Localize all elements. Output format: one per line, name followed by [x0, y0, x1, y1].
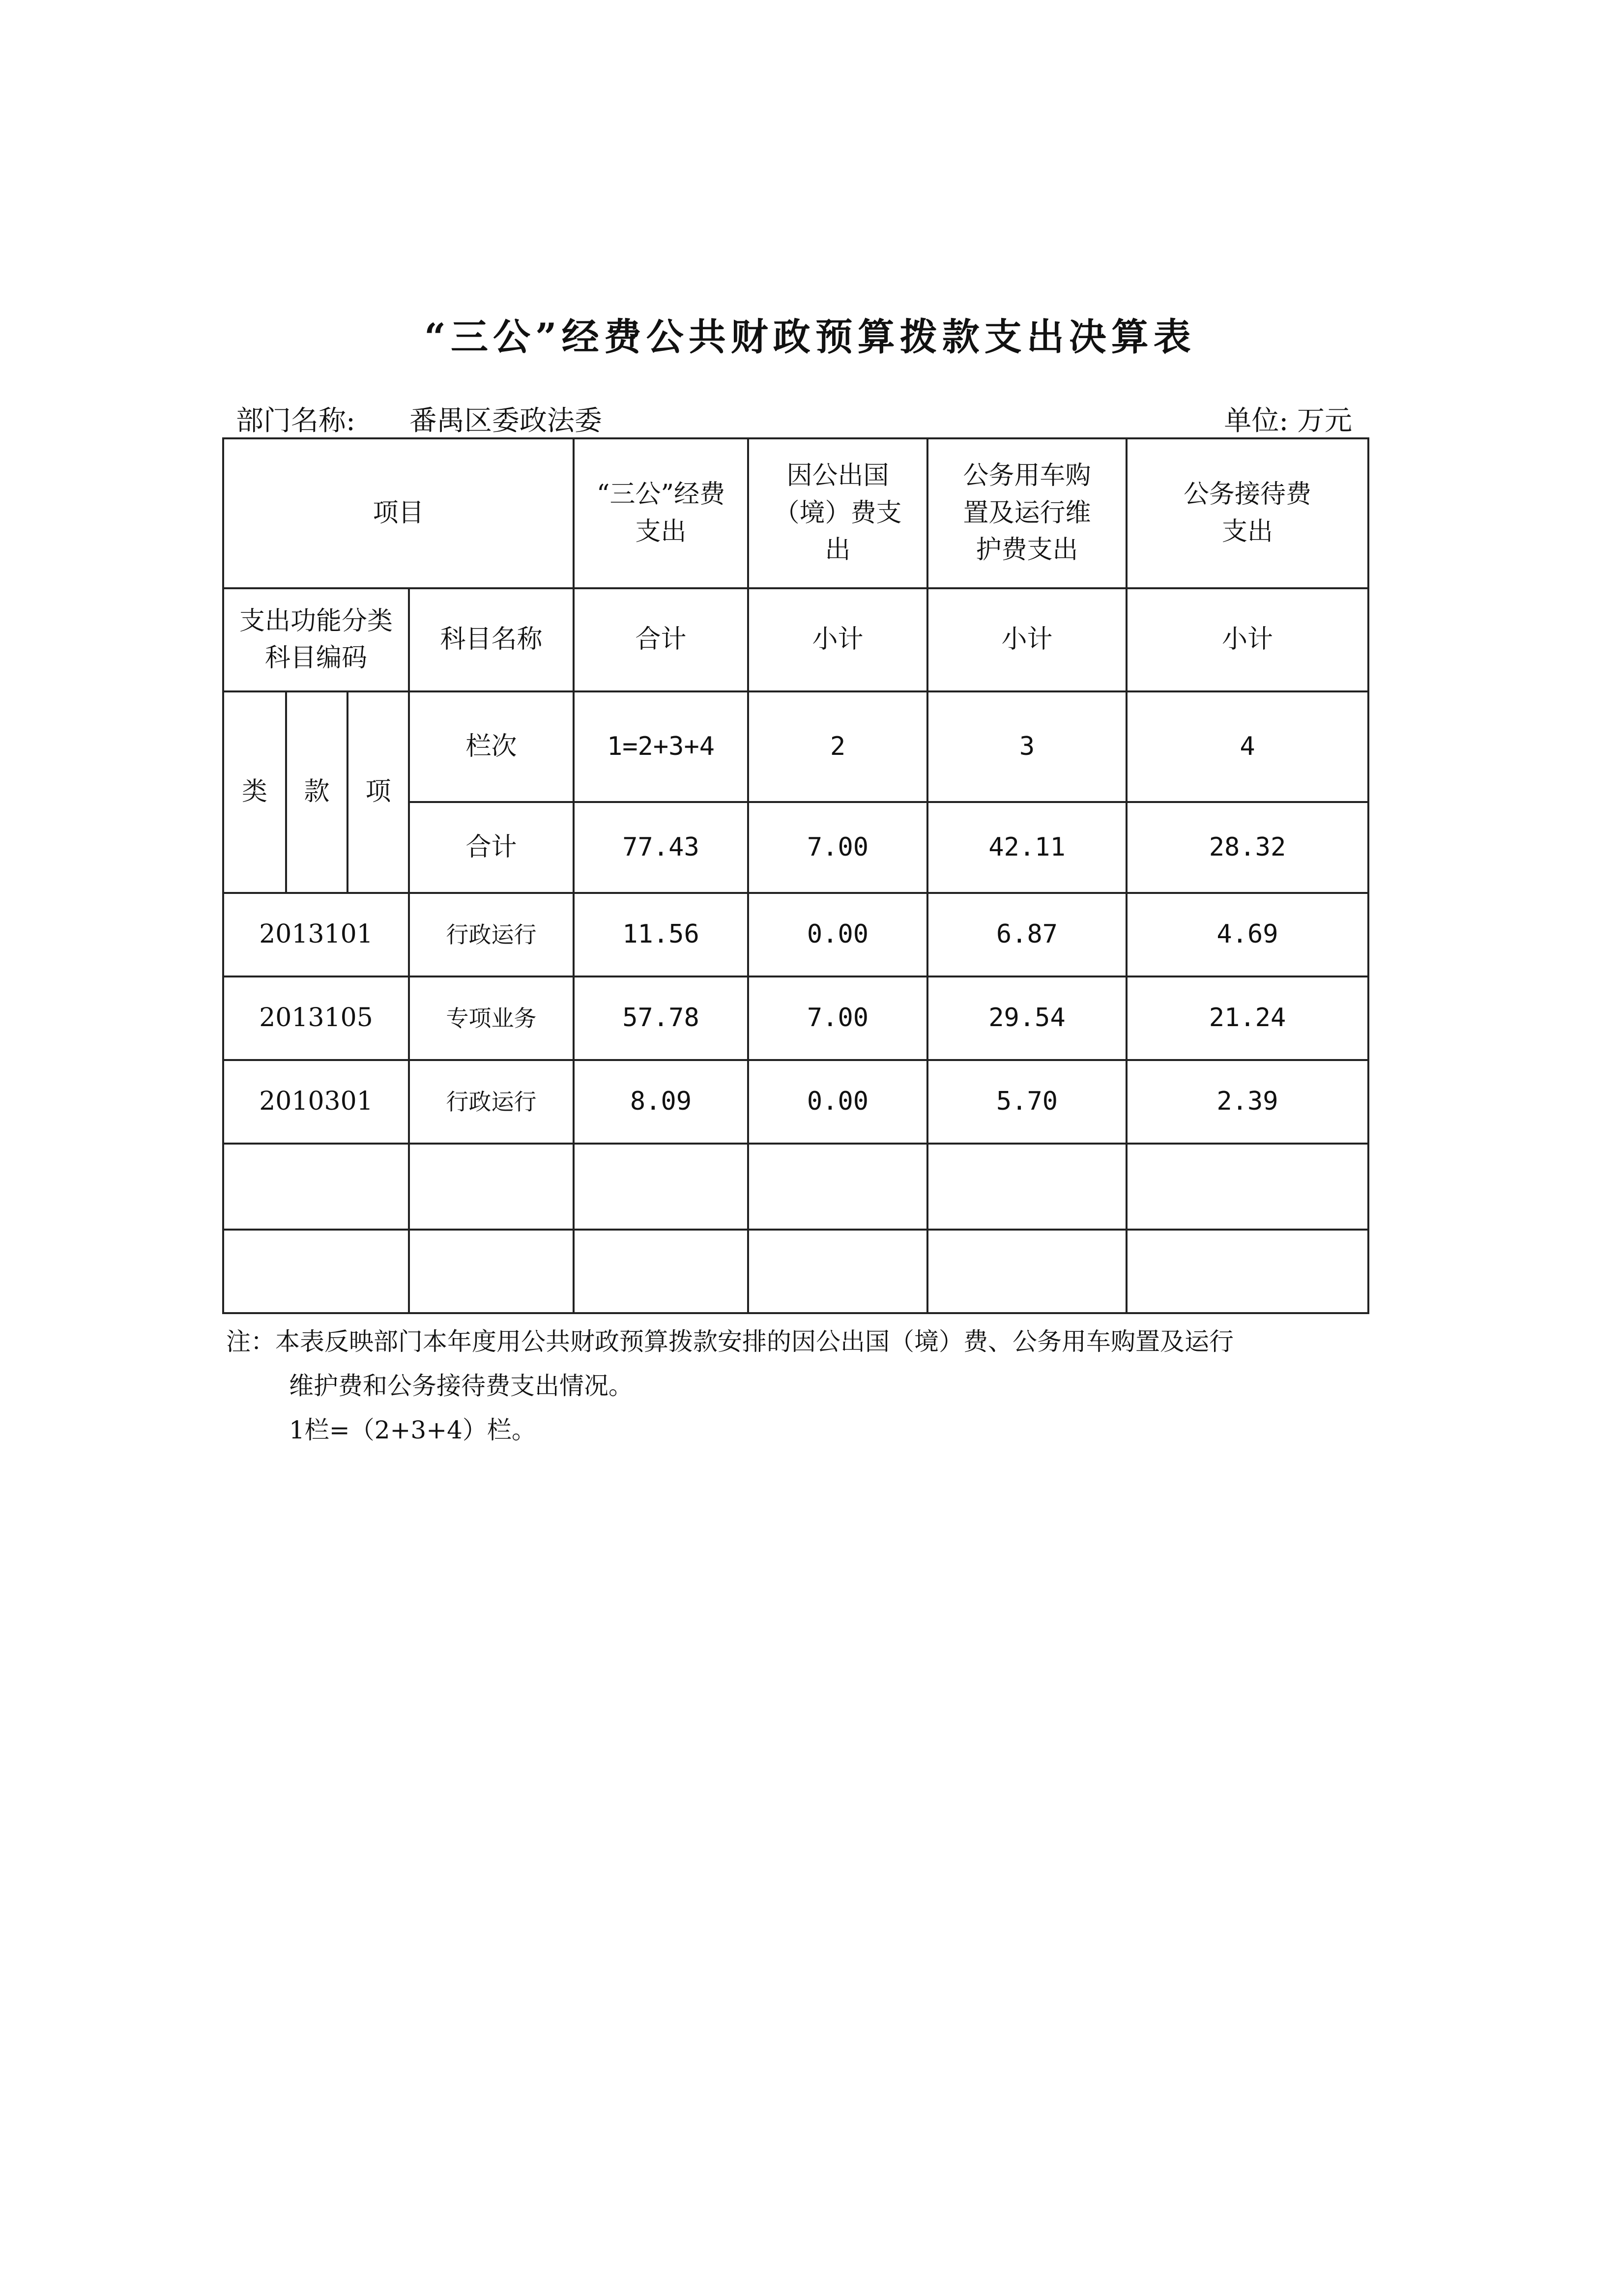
dept-line	[236, 399, 602, 438]
lanci-value: 4	[1127, 691, 1368, 802]
row-code: 2010301	[223, 1060, 409, 1144]
table-row	[223, 893, 1368, 976]
empty-cell	[748, 1230, 927, 1313]
dept-value: 番禺区委政法委	[409, 405, 602, 437]
empty-cell	[927, 1144, 1127, 1230]
row-value: 8.09	[574, 1060, 748, 1144]
row-value: 29.54	[927, 976, 1127, 1060]
lei-cell: 类	[223, 691, 286, 893]
empty-cell	[748, 1144, 927, 1230]
note-line-1: 注：本表反映部门本年度用公共财政预算拨款安排的因公出国（境）费、公务用车购置及运行	[226, 1327, 1234, 1356]
empty-cell	[223, 1230, 409, 1313]
note-line-2: 维护费和公务接待费支出情况。	[289, 1372, 633, 1400]
empty-cell	[409, 1144, 574, 1230]
note-line-3: 1栏=（2+3+4）栏。	[289, 1416, 536, 1444]
reception-header: 公务接待费支出	[1127, 438, 1368, 588]
row-value: 5.70	[927, 1060, 1127, 1144]
row-code: 2013101	[223, 893, 409, 976]
lanci-row	[223, 691, 1368, 802]
lanci-value: 3	[927, 691, 1127, 802]
empty-cell	[409, 1230, 574, 1313]
xiang-cell: 项	[347, 691, 409, 893]
expenditure-table	[222, 437, 1369, 1314]
empty-row	[223, 1144, 1368, 1230]
row-value: 0.00	[748, 893, 927, 976]
name-header: 科目名称	[409, 588, 574, 691]
empty-cell	[574, 1144, 748, 1230]
kuan-cell: 款	[286, 691, 347, 893]
vehicle-header: 公务用车购置及运行维护费支出	[927, 438, 1127, 588]
row-name: 行政运行	[409, 893, 574, 976]
row-value: 6.87	[927, 893, 1127, 976]
row-value: 57.78	[574, 976, 748, 1060]
table-row	[223, 976, 1368, 1060]
sum-value: 7.00	[748, 802, 927, 893]
empty-cell	[223, 1144, 409, 1230]
unit-label: 单位: 万元	[1224, 405, 1352, 437]
lanci-label: 栏次	[409, 691, 574, 802]
project-header: 项目	[223, 438, 574, 588]
total-header: 合计	[574, 588, 748, 691]
lanci-value: 2	[748, 691, 927, 802]
row-code: 2013105	[223, 976, 409, 1060]
row-value: 7.00	[748, 976, 927, 1060]
row-value: 2.39	[1127, 1060, 1368, 1144]
row-value: 11.56	[574, 893, 748, 976]
dept-label: 部门名称:	[236, 405, 355, 437]
overseas-header: 因公出国（境）费支出	[748, 438, 927, 588]
empty-cell	[1127, 1230, 1368, 1313]
empty-cell	[1127, 1144, 1368, 1230]
row-value: 21.24	[1127, 976, 1368, 1060]
header-row	[223, 438, 1368, 588]
three-public-header: “三公”经费支出	[574, 438, 748, 588]
page-title: “三公”经费公共财政预算拨款支出决算表	[424, 315, 1196, 359]
row-value: 4.69	[1127, 893, 1368, 976]
lanci-value: 1=2+3+4	[574, 691, 748, 802]
sum-value: 28.32	[1127, 802, 1368, 893]
row-name: 行政运行	[409, 1060, 574, 1144]
subtotal-header: 小计	[748, 588, 927, 691]
sum-value: 77.43	[574, 802, 748, 893]
subheader-row	[223, 588, 1368, 691]
table-row	[223, 1060, 1368, 1144]
row-name: 专项业务	[409, 976, 574, 1060]
row-value: 0.00	[748, 1060, 927, 1144]
sum-value: 42.11	[927, 802, 1127, 893]
code-header: 支出功能分类科目编码	[223, 588, 409, 691]
empty-cell	[927, 1230, 1127, 1313]
empty-row	[223, 1230, 1368, 1313]
sum-label: 合计	[409, 802, 574, 893]
subtotal-header: 小计	[1127, 588, 1368, 691]
subtotal-header: 小计	[927, 588, 1127, 691]
empty-cell	[574, 1230, 748, 1313]
